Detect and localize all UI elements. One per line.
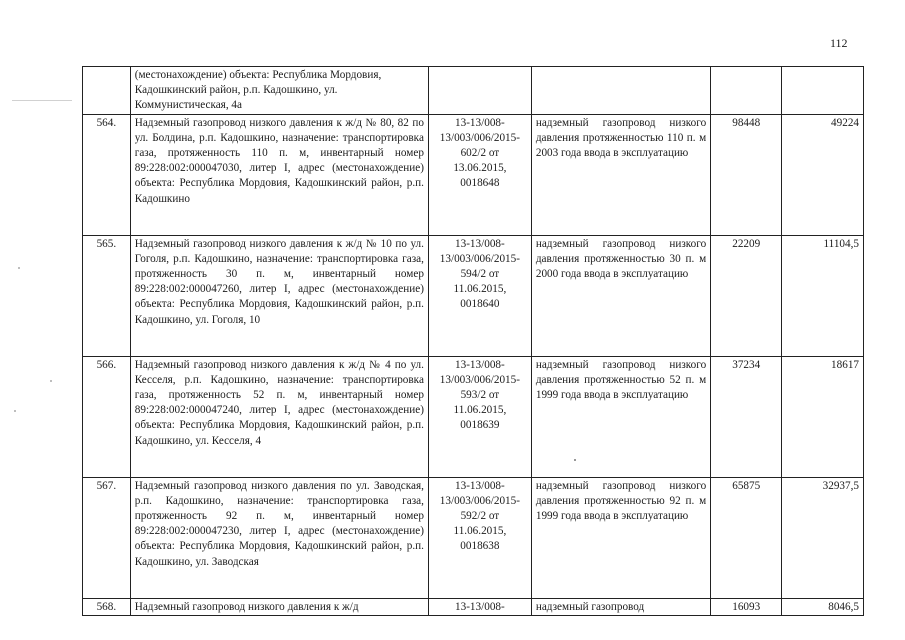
object-description: Надземный газопровод низкого давления к ж/д № 10 по ул. Гоголя, р.п. Кадошкино, назначение: транспортировка газа, протяженность 30 п. м, инвентарный номер 89:228:002:000047260, литер I, адрес (местонахождение) объекта: Республика Мордовия, Кадошкинский район, р.п. Кадошкино, ул. Гоголя, 10 [130,235,428,356]
table-row-continuation [83,67,864,115]
scan-artifact-dot [14,410,16,412]
property-register-table [82,66,864,616]
object-description: Надземный газопровод низкого давления по ул. Заводская, р.п. Кадошкино, назначение: транспортировка газа, протяженность 92 п. м, инвентарный номер 89:228:002:000047230, литер I, адрес (местонахождение) объекта: Республика Мордовия, Кадошкинский район, р.п. Кадошкино, ул. Заводская [130,477,428,598]
value-2: 32937,5 [782,477,864,598]
row-number: 564. [83,114,131,235]
cell-spec [531,67,710,115]
value-1: 65875 [711,477,782,598]
row-number: 568. [83,598,131,615]
scan-artifact-dot [18,267,20,269]
scan-artifact-dot [50,380,52,382]
page-number: 112 [830,36,848,50]
table-row [83,235,864,356]
object-specification: надземный газопровод низкого давления протяженностью 52 п. м 1999 года ввода в эксплуатацию [531,356,710,477]
registration-record: 13-13/008-13/003/006/2015-593/2 от 11.06.2015, 0018639 [428,356,531,477]
value-1: 22209 [711,235,782,356]
row-number: 566. [83,356,131,477]
value-1: 98448 [711,114,782,235]
value-1: 16093 [711,598,782,615]
table-row [83,477,864,598]
object-specification: надземный газопровод низкого давления протяженностью 30 п. м 2000 года ввода в эксплуатацию [531,235,710,356]
value-2: 8046,5 [782,598,864,615]
cell-value-2 [782,67,864,115]
object-specification: надземный газопровод низкого давления протяженностью 92 п. м 1999 года ввода в эксплуатацию [531,477,710,598]
row-number: 567. [83,477,131,598]
table-row [83,356,864,477]
value-2: 49224 [782,114,864,235]
registration-record: 13-13/008-13/003/006/2015-594/2 от 11.06.2015, 0018640 [428,235,531,356]
scan-artifact-dash [12,100,72,101]
value-1: 37234 [711,356,782,477]
object-description: Надземный газопровод низкого давления к ж/д № 80, 82 по ул. Болдина, р.п. Кадошкино, назначение: транспортировка газа, протяженность 110 п. м, инвентарный номер 89:228:002:000047030, литер I, адрес (местонахождение) объекта: Республика Мордовия, Кадошкинский район, р.п. Кадошкино [130,114,428,235]
object-description: Надземный газопровод низкого давления к ж/д [130,598,428,615]
cell-registration [428,67,531,115]
scan-artifact-dot [574,459,576,461]
value-2: 11104,5 [782,235,864,356]
table-row [83,598,864,615]
table-row [83,114,864,235]
registration-record: 13-13/008-13/003/006/2015-592/2 от 11.06.2015, 0018638 [428,477,531,598]
object-description: Надземный газопровод низкого давления к ж/д № 4 по ул. Кесселя, р.п. Кадошкино, назначение: транспортировка газа, протяженность 52 п. м, инвентарный номер 89:228:002:000047240, литер I, адрес (местонахождение) объекта: Республика Мордовия, Кадошкинский район, р.п. Кадошкино, ул. Кесселя, 4 [130,356,428,477]
object-specification: надземный газопровод низкого давления протяженностью 110 п. м 2003 года ввода в эксплуатацию [531,114,710,235]
registration-record: 13-13/008- [428,598,531,615]
registration-record: 13-13/008-13/003/006/2015-602/2 от 13.06.2015, 0018648 [428,114,531,235]
cell-value-1 [711,67,782,115]
object-specification: надземный газопровод [531,598,710,615]
cell-num [83,67,131,115]
cell-continuation-desc: (местонахождение) объекта: Республика Мордовия, Кадошкинский район, р.п. Кадошкино, ул. Коммунистическая, 4а [130,67,428,115]
value-2: 18617 [782,356,864,477]
row-number: 565. [83,235,131,356]
